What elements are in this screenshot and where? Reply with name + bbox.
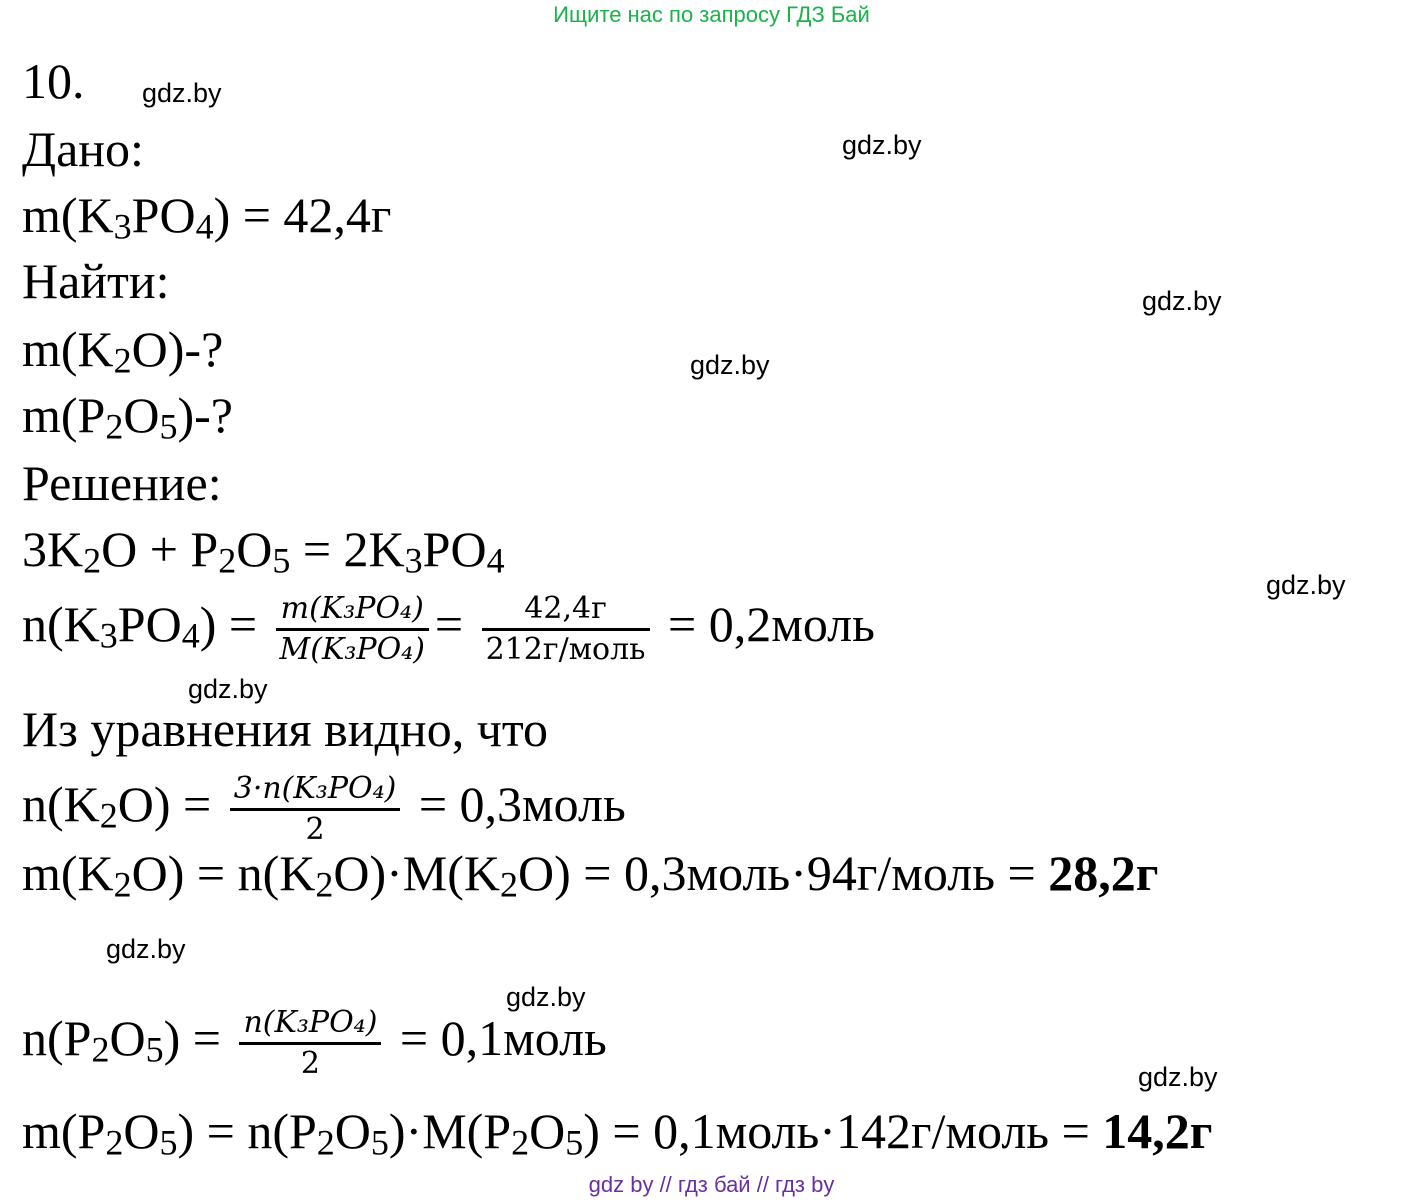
fraction-numerator: m(K₃PO₄) [276, 590, 429, 631]
n-k3po4-line: $n(K_3PO_4)$ = $\frac{\text{m(K₃PO₄)}}{\text{M(K₃PO₄)}}$ = $\frac{42,4г}{\text{212г/моль}}$ = 0,2моль [22, 591, 875, 667]
from-equation-text: Из уравнения видно, что [22, 701, 549, 757]
reaction-equation: $3K_2O + P_2O_5 = 2K_3PO_4$ [22, 521, 505, 581]
find-p2o5: $m(P_2O_5)-$? [22, 387, 233, 447]
watermark: gdz.by [106, 934, 186, 964]
fraction-denominator: 2 [305, 812, 325, 847]
watermark: gdz.by [142, 78, 222, 108]
watermark: gdz.by [188, 674, 268, 704]
watermark: gdz.by [506, 982, 586, 1012]
fraction-numerator: n(K₃PO₄) [239, 1004, 381, 1045]
watermark: gdz.by [690, 350, 770, 380]
fraction-values [482, 590, 650, 669]
fraction-denominator: M(K₃PO₄) [279, 632, 425, 667]
answer-k2o: 28,2г [1048, 845, 1159, 901]
answer-p2o5: 14,2г [1102, 1103, 1213, 1159]
find-k2o: $m(K_2O)-$? [22, 321, 224, 381]
fraction-mass-over-molar [276, 590, 429, 669]
fraction-n-p2o5 [239, 1004, 381, 1083]
fraction-numerator: 3·n(K₃PO₄) [230, 770, 401, 811]
watermark: gdz.by [1138, 1062, 1218, 1092]
n-k2o-line: $n(K_2O)$ = $\frac{\text{3·n(K₃PO₄)}}{2}$ = 0,3моль [22, 771, 626, 847]
problem-number: 10. [22, 53, 85, 109]
top-banner: Ищите нас по запросу ГДЗ Бай [553, 2, 870, 27]
m-k2o-line: $m(K_2O) = n(K_2O)\cdot M(K_2O)$ = 0,3моль·94г/моль = 28,2г [22, 845, 1159, 905]
m-p2o5-line: $m(P_2O_5) = n(P_2O_5)\cdot M(P_2O_5)$ = 0,1моль·142г/моль = 14,2г [22, 1103, 1213, 1163]
given-label: Дано: [22, 121, 144, 177]
given-mass: $m(K_3PO_4) = 42,4г$ [22, 187, 392, 247]
n-p2o5-line: $n(P_2O_5)$ = $\frac{\text{n(K₃PO₄)}}{2}$ = 0,1моль [22, 1005, 607, 1081]
watermark: gdz.by [1266, 570, 1346, 600]
solution-label: Решение: [22, 455, 222, 511]
watermark: gdz.by [1142, 286, 1222, 316]
watermark: gdz.by [842, 130, 922, 160]
find-label: Найти: [22, 253, 170, 309]
fraction-n-k2o [230, 770, 401, 849]
footer-links: gdz by // гдз бай // гдз by [588, 1172, 835, 1197]
fraction-numerator: 42,4г [482, 590, 650, 631]
fraction-denominator: 2 [300, 1046, 320, 1081]
fraction-denominator: 212г/моль [485, 632, 646, 667]
